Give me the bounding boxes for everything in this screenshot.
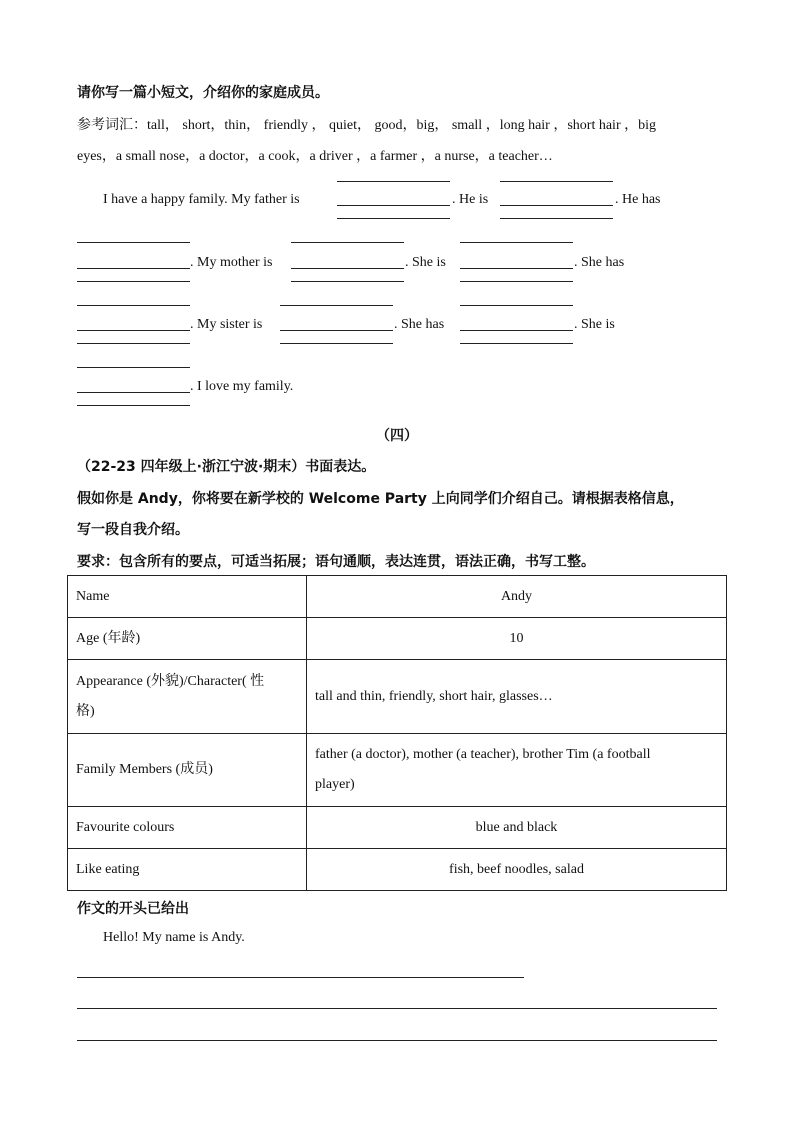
table-cell-label	[68, 660, 307, 734]
blank-line	[77, 268, 190, 269]
blank-line	[77, 305, 190, 306]
question-source: （22-23 四年级上·浙江宁波·期末）书面表达。	[77, 459, 376, 475]
table-cell-label: Favourite colours	[68, 807, 307, 849]
requirements: 要求：包含所有的要点，可适当拓展；语句通顺，表达连贯，语法正确，书写工整。	[77, 554, 595, 570]
blank-line	[291, 268, 404, 269]
section-heading: （四）	[376, 428, 418, 444]
info-table	[67, 575, 727, 891]
table-cell-value: fish, beef noodles, salad	[307, 849, 727, 891]
table-cell-value: 10	[307, 618, 727, 660]
blank-line	[77, 281, 190, 282]
blank-line	[460, 305, 573, 306]
blank-line	[500, 181, 613, 182]
blank-line	[77, 405, 190, 406]
blank-line	[460, 242, 573, 243]
blank-line	[77, 242, 190, 243]
table-cell-label: Age (年龄)	[68, 618, 307, 660]
opening-note: 作文的开头已给出	[77, 901, 189, 917]
blank-line	[337, 218, 450, 219]
sentence-he-has: . He has	[615, 192, 661, 207]
table-cell-value: tall and thin, friendly, short hair, glasses…	[307, 660, 727, 734]
table-cell-label: Like eating	[68, 849, 307, 891]
writing-line	[77, 1008, 717, 1009]
blank-line	[280, 343, 393, 344]
value-line: father (a doctor), mother (a teacher), brother Tim (a football	[315, 747, 651, 762]
blank-line	[337, 181, 450, 182]
blank-line	[77, 367, 190, 368]
sentence-love-family: . I love my family.	[190, 379, 294, 394]
blank-line	[77, 392, 190, 393]
blank-line	[460, 268, 573, 269]
sentence-father: I have a happy family. My father is	[103, 192, 300, 207]
blank-line	[500, 218, 613, 219]
value-line: player)	[315, 777, 355, 792]
sentence-she-is-2: . She is	[574, 317, 615, 332]
blank-line	[337, 205, 450, 206]
vocab-line-2: eyes，a small nose，a doctor，a cook，a driver ，a farmer ，a nurse，a teacher…	[77, 149, 553, 164]
label-line: 格)	[76, 703, 95, 719]
blank-line	[460, 330, 573, 331]
writing-prompt: 请你写一篇小短文，介绍你的家庭成员。	[77, 85, 329, 101]
blank-line	[77, 343, 190, 344]
blank-line	[460, 343, 573, 344]
table-cell-value	[307, 734, 727, 807]
blank-line	[280, 330, 393, 331]
blank-line	[291, 281, 404, 282]
sentence-mother: . My mother is	[190, 255, 273, 270]
blank-line	[500, 205, 613, 206]
blank-line	[280, 305, 393, 306]
sentence-she-has-2: . She has	[394, 317, 445, 332]
label-line: Appearance (外貌)/Character( 性	[76, 673, 265, 689]
vocab-line-1: 参考词汇：tall， short，thin， friendly ， quiet， good，big， small ，long hair ，short hair ，big	[77, 118, 657, 133]
opening-sentence: Hello! My name is Andy.	[103, 930, 245, 945]
writing-line	[77, 977, 524, 978]
sentence-sister: . My sister is	[190, 317, 263, 332]
writing-line	[77, 1040, 717, 1041]
sentence-she-has: . She has	[574, 255, 625, 270]
sentence-he-is: . He is	[452, 192, 489, 207]
blank-line	[291, 242, 404, 243]
table-cell-value: Andy	[307, 576, 727, 618]
sentence-she-is: . She is	[405, 255, 446, 270]
table-cell-label: Family Members (成员)	[68, 734, 307, 807]
instruction-line-1: 假如你是 Andy，你将要在新学校的 Welcome Party 上向同学们介绍自己。请根据表格信息，	[77, 491, 684, 507]
blank-line	[77, 330, 190, 331]
instruction-line-2: 写一段自我介绍。	[77, 522, 189, 538]
table-cell-value: blue and black	[307, 807, 727, 849]
table-cell-label: Name	[68, 576, 307, 618]
blank-line	[460, 281, 573, 282]
